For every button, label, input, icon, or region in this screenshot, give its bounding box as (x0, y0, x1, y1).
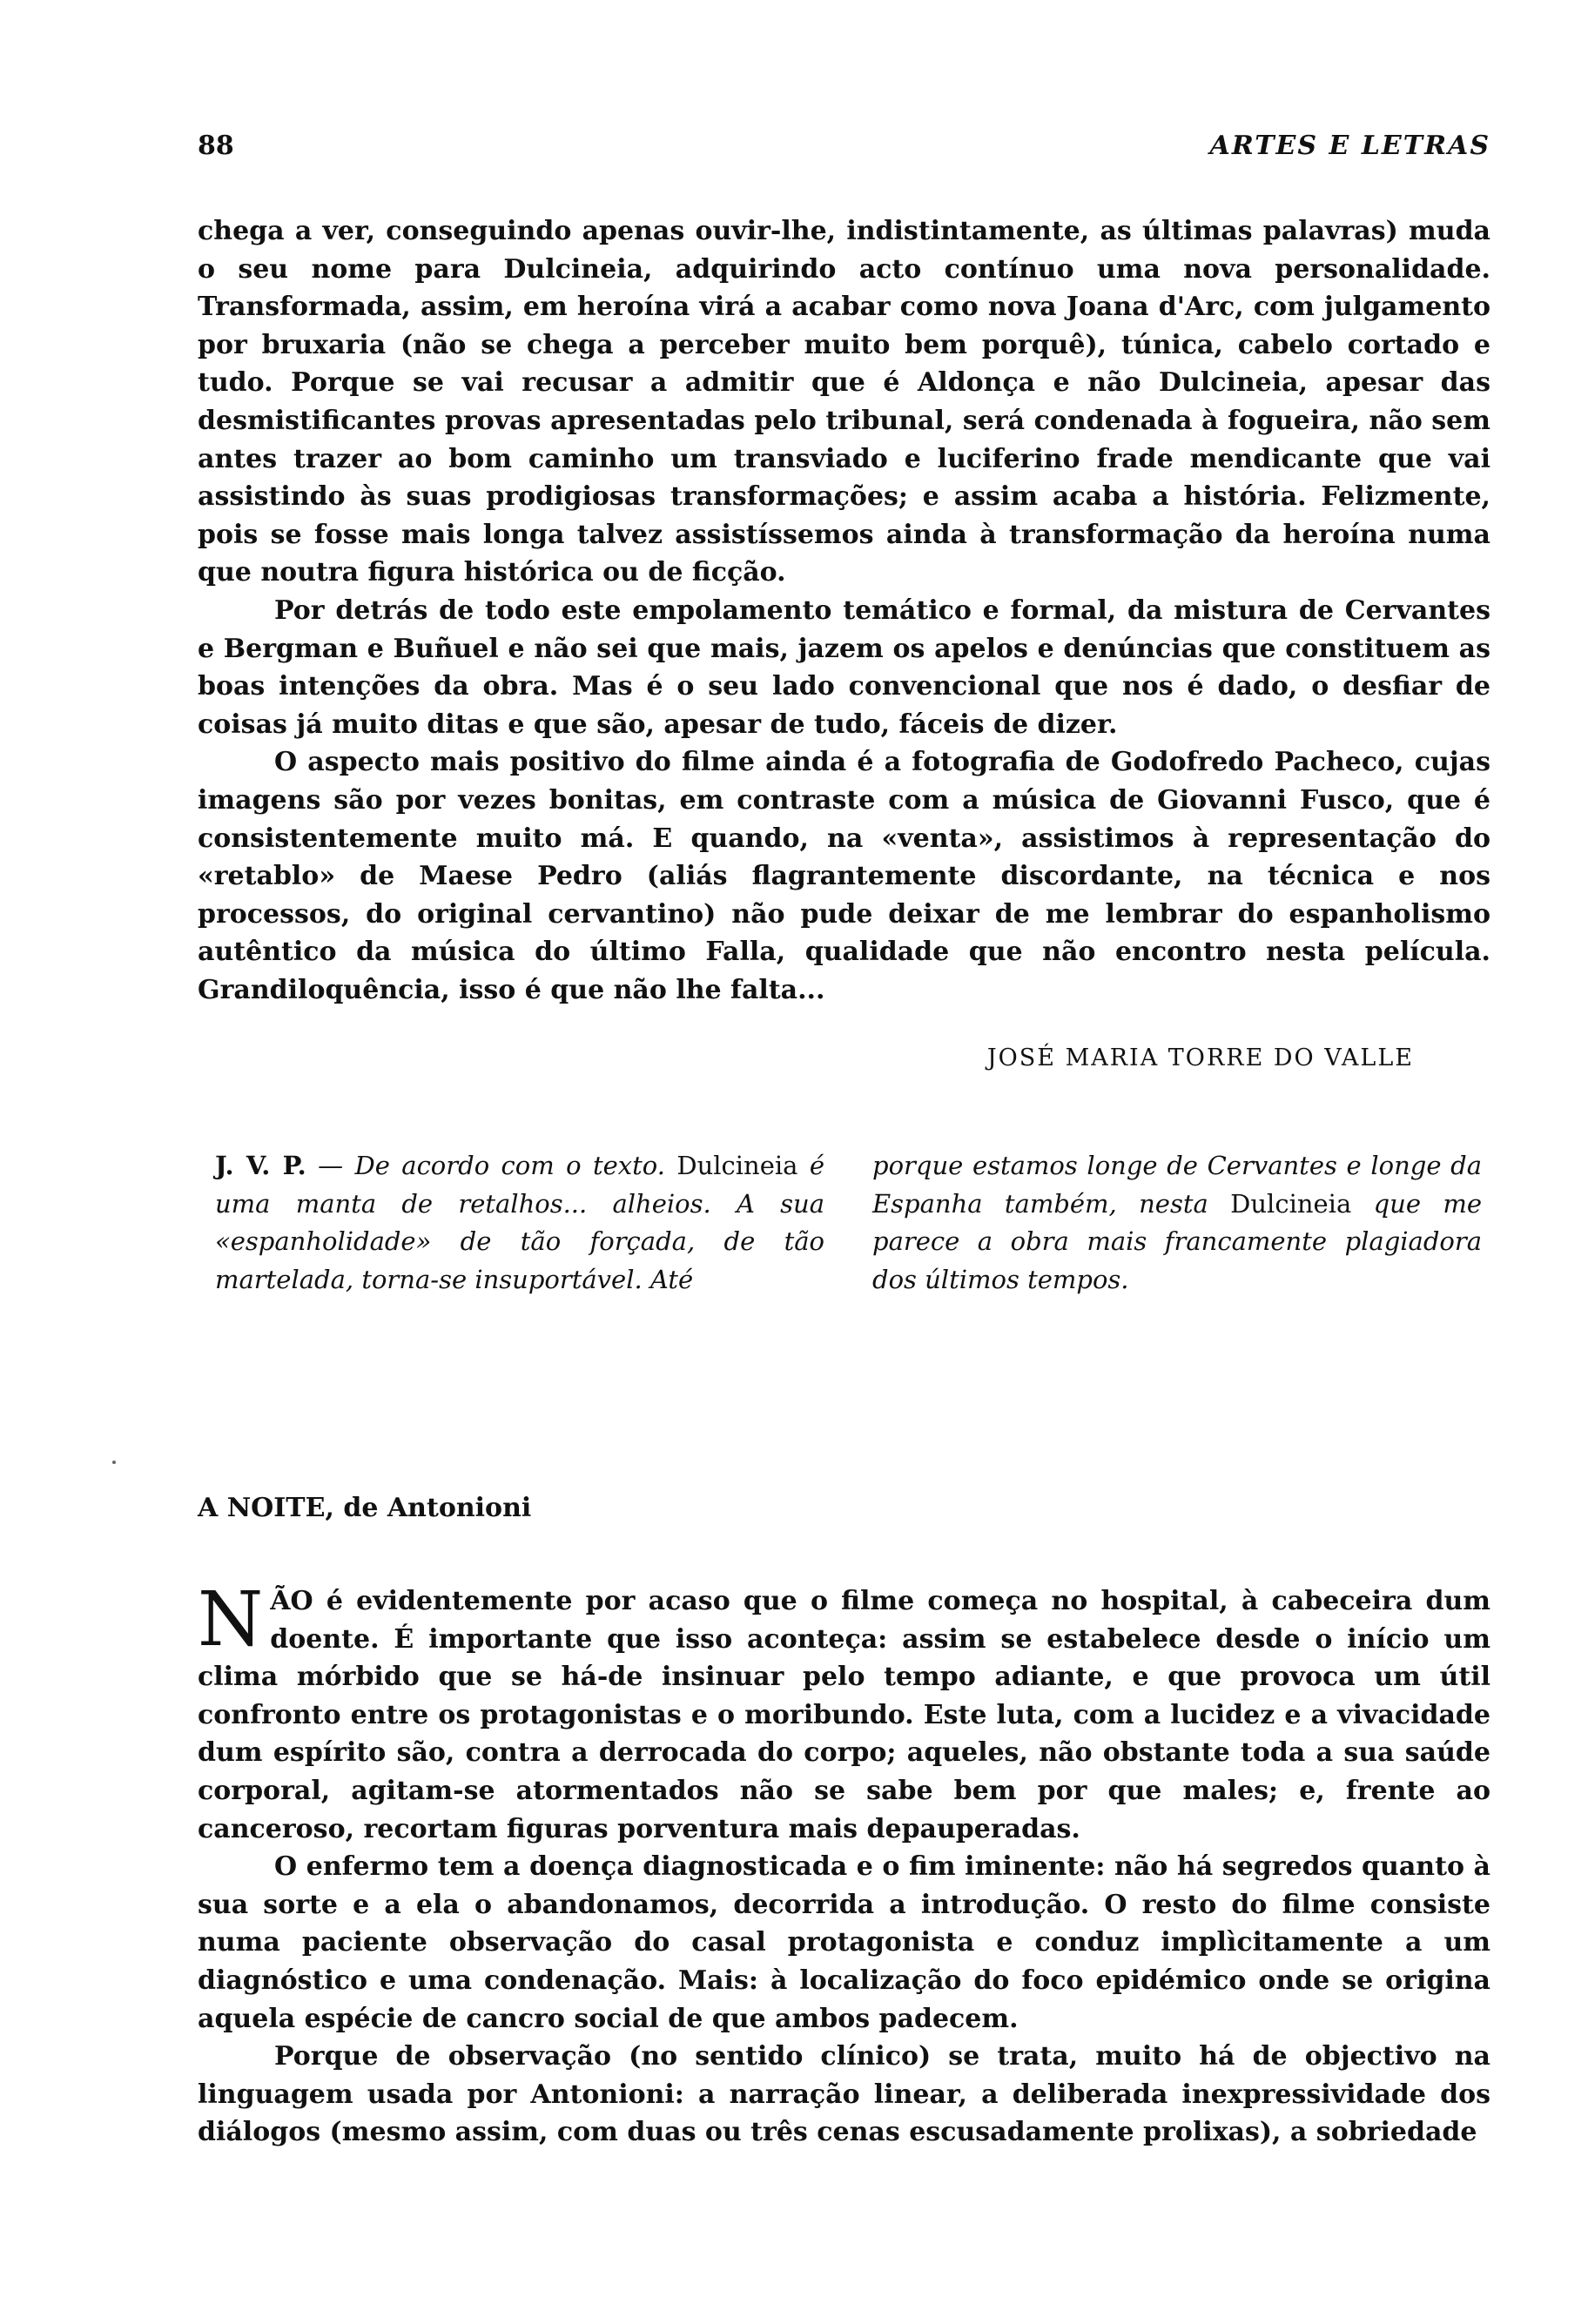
page-number: 88 (198, 131, 234, 161)
editorial-note (198, 1147, 1490, 1304)
note-initials: J. V. P. (215, 1151, 306, 1180)
note-column-left (215, 1147, 824, 1299)
review-continuation (198, 212, 1490, 1009)
note-column-right (872, 1147, 1482, 1299)
review-body (198, 1576, 1490, 2152)
paragraph: chega a ver, conseguindo apenas ouvir-lhe, indistintamente, as últimas palavras) muda o seu nome para Dulcineia, adquirindo acto contínuo uma nova personalidade. Transformada, assim, em heroína virá a acabar como nova Joana d'Arc, com julgamento por bruxaria (não se chega a perceber muito bem porquê), túnica, cabelo cortado e tudo. Porque se vai recusar a admitir que é Aldonça e não Dulcineia, apesar das desmistificantes provas apresentadas pelo tribunal, será condenada à fogueira, não sem antes trazer ao bom caminho um transviado e luciferino frade mendicante que vai assistindo às suas prodigiosas transformações; e assim acaba a história. Felizmente, pois se fosse mais longa talvez assistíssemos ainda à transformação da heroína numa que noutra figura histórica ou de ficção. (198, 216, 1490, 588)
paragraph (198, 1576, 1490, 1848)
drop-cap: N (198, 1576, 264, 1663)
note-text: porque estamos longe de Cervantes e longe da Espanha também, nesta (872, 1151, 1482, 1219)
note-text: De acordo com o texto. (354, 1151, 665, 1180)
print-speck (112, 1461, 116, 1464)
running-head (198, 131, 1490, 165)
note-text: é uma manta de retalhos... alheios. A sua «espanholidade» de tão forçada, de tão martelada, torna-se insuportável. Até (215, 1151, 825, 1294)
film-title: Dulcineia (1208, 1188, 1352, 1219)
paragraph: Porque de observação (no sentido clínico) se trata, muito há de objectivo na linguagem usada por Antonioni: a narração linear, a deliberada inexpressividade dos diálogos (mesmo assim, com duas ou três cenas escusadamente prolixas), a sobriedade (198, 2041, 1490, 2148)
note-text: que me parece a obra mais francamente plagiadora dos últimos tempos. (872, 1188, 1482, 1294)
note-dash: — (306, 1151, 355, 1180)
paragraph-text: ÃO é evidentemente por acaso que o filme começa no hospital, à cabeceira dum doente. É importante que isso aconteça: assim se estabelece desde o início um clima mórbido que se há-de insinuar pelo tempo adiante, e que provoca um útil confronto entre os protagonistas e o moribundo. Este luta, com a lucidez e a vivacidade dum espírito são, contra a derrocada do corpo; aqueles, não obstante toda a sua saúde corporal, agitam-se atormentados não se sabe bem por que males; e, frente ao canceroso, recortam figuras porventura mais depauperadas. (198, 1586, 1490, 1844)
paragraph: O enfermo tem a doença diagnosticada e o fim iminente: não há segredos quanto à sua sorte e a ela o abandonamos, decorrida a introdução. O resto do filme consiste numa paciente observação do casal protagonista e conduz implìcitamente a um diagnóstico e uma condenação. Mais: à localização do foco epidémico onde se origina aquela espécie de cancro social de que ambos padecem. (198, 1851, 1490, 2034)
author-signature: JOSÉ MARIA TORRE DO VALLE (986, 1044, 1414, 1071)
section-heading: A NOITE, de Antonioni (198, 1493, 532, 1523)
journal-title: ARTES E LETRAS (1209, 131, 1490, 161)
paragraph: Por detrás de todo este empolamento temático e formal, da mistura de Cervantes e Bergman e Buñuel e não sei que mais, jazem os apelos e denúncias que constituem as boas intenções da obra. Mas é o seu lado convencional que nos é dado, o desfiar de coisas já muito ditas e que são, apesar de tudo, fáceis de dizer. (198, 594, 1490, 740)
film-title: Dulcineia (664, 1151, 798, 1180)
paragraph: O aspecto mais positivo do filme ainda é a fotografia de Godofredo Pacheco, cujas imagens são por vezes bonitas, em contraste com a música de Giovanni Fusco, que é consistentemente muito má. E quando, na «venta», assistimos à representação do «retablo» de Maese Pedro (aliás flagrantemente discordante, na técnica e nos processos, do original cervantino) não pude deixar de me lembrar do espanholismo autêntico da música do último Falla, qualidade que não encontro nesta película. Grandiloquência, isso é que não lhe falta... (198, 747, 1490, 1005)
